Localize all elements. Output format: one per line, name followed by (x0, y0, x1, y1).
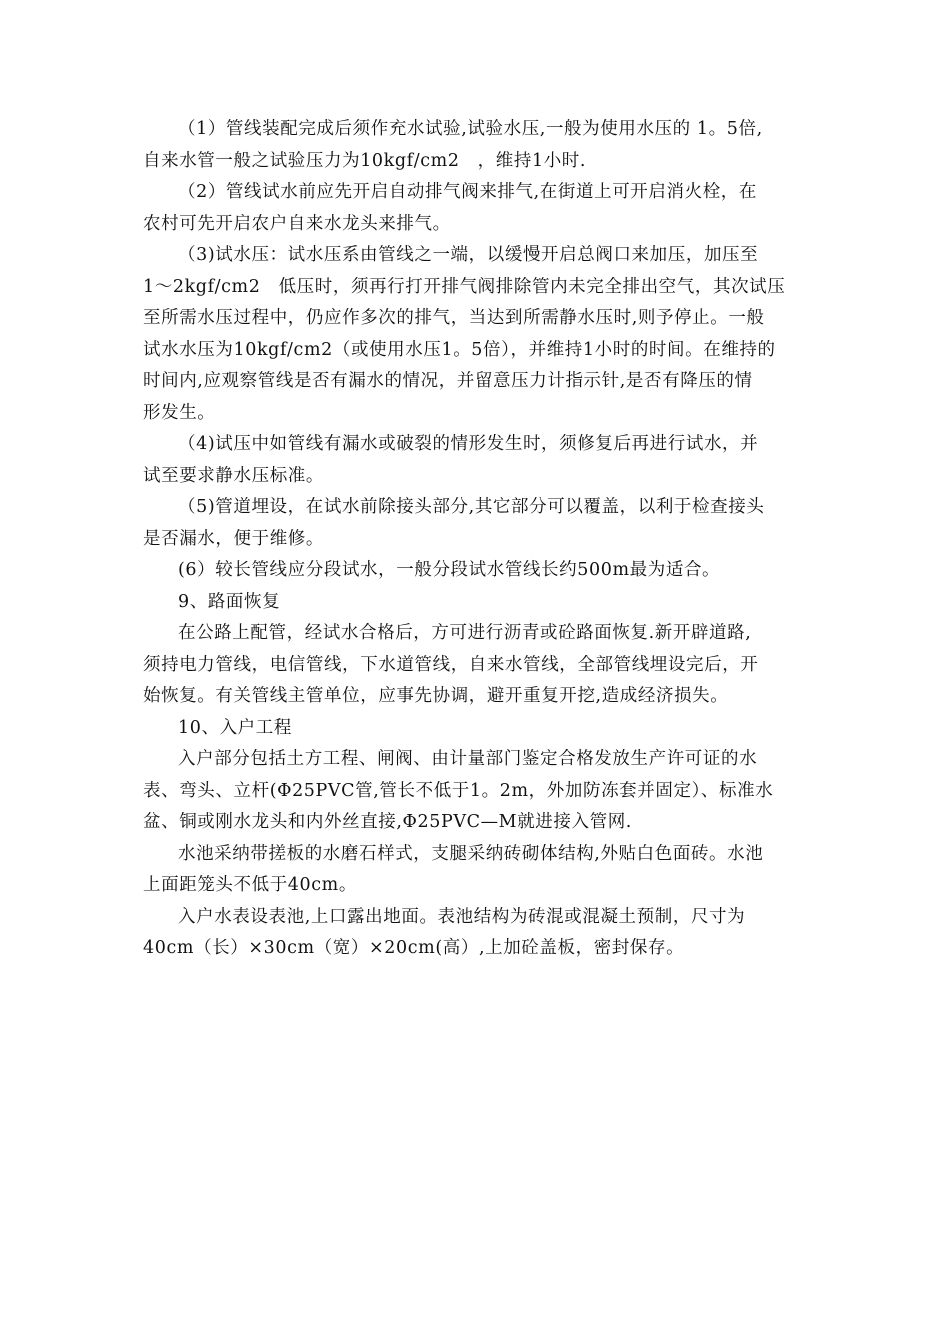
paragraph (143, 839, 807, 902)
text-line: 水池采纳带搓板的水磨石样式，支腿采纳砖砌体结构,外贴白色面砖。水池 (178, 843, 764, 864)
text-line: 盆、铜或刚水龙头和内外丝直接,Φ25PVC—M就进接入管网. (143, 812, 632, 832)
text-line: （1）管线装配完成后须作充水试验,试验水压,一般为使用水压的 1。5倍, (178, 119, 763, 139)
paragraph (143, 555, 807, 587)
text-line: 试水水压为10kgf/cm2（或使用水压1。5倍），并维持1小时的时间。在维持的 (143, 339, 776, 360)
text-line: 始恢复。有关管线主管单位，应事先协调，避开重复开挖,造成经济损失。 (143, 686, 729, 706)
text-line: 至所需水压过程中，仍应作多次的排气，当达到所需静水压时,则予停止。一般 (143, 308, 765, 328)
text-line: （3)试水压：试水压系由管线之一端，以缓慢开启总阀口来加压，加压至 (178, 245, 759, 265)
text-line: 须持电力管线，电信管线，下水道管线，自来水管线，全部管线埋设完后，开 (143, 654, 759, 675)
text-line: 表、弯头、立杆(Φ25PVC管,管长不低于1。2m，外加防冻套并固定）、标准水 (143, 780, 774, 801)
text-line: 是否漏水，便于维修。 (143, 528, 324, 549)
text-line: 时间内,应观察管线是否有漏水的情况，并留意压力计指示针,是否有降压的情 (143, 371, 753, 391)
paragraph (143, 902, 807, 965)
text-line: （2）管线试水前应先开启自动排气阀来排气,在街道上可开启消火栓，在 (178, 182, 757, 202)
paragraph (143, 240, 807, 429)
document-body (143, 114, 807, 965)
paragraph (143, 587, 807, 619)
text-line: 上面距笼头不低于40cm。 (143, 875, 357, 895)
text-line: 9、路面恢复 (178, 591, 281, 612)
paragraph (143, 114, 807, 177)
text-line: （4)试压中如管线有漏水或破裂的情形发生时，须修复后再进行试水，并 (178, 434, 759, 454)
text-line: 形发生。 (143, 402, 216, 423)
text-line: 1～2kgf/cm2 低压时，须再行打开排气阀排除管内未完全排出空气，其次试压 (143, 276, 786, 297)
paragraph (143, 492, 807, 555)
paragraph (143, 713, 807, 745)
text-line: 在公路上配管，经试水合格后，方可进行沥青或砼路面恢复.新开辟道路, (178, 623, 752, 643)
text-line: 10、入户工程 (178, 717, 292, 738)
text-line: 40cm（长）×30cm（宽）×20cm(高）,上加砼盖板，密封保存。 (143, 938, 685, 958)
text-line: 入户部分包括土方工程、闸阀、由计量部门鉴定合格发放生产许可证的水 (178, 749, 758, 769)
text-line: 试至要求静水压标准。 (143, 465, 324, 486)
paragraph (143, 429, 807, 492)
text-line: 农村可先开启农户自来水龙头来排气。 (143, 213, 451, 234)
text-line: (6）较长管线应分段试水，一般分段试水管线长约500m最为适合。 (178, 560, 721, 580)
paragraph (143, 618, 807, 713)
paragraph (143, 177, 807, 240)
text-line: （5)管道埋设，在试水前除接头部分,其它部分可以覆盖，以利于检查接头 (178, 497, 765, 517)
text-line: 自来水管一般之试验压力为10kgf/cm2 ，维持1小时. (143, 150, 587, 171)
text-line: 入户水表设表池,上口露出地面。表池结构为砖混或混凝土预制，尺寸为 (178, 906, 746, 927)
paragraph (143, 744, 807, 839)
